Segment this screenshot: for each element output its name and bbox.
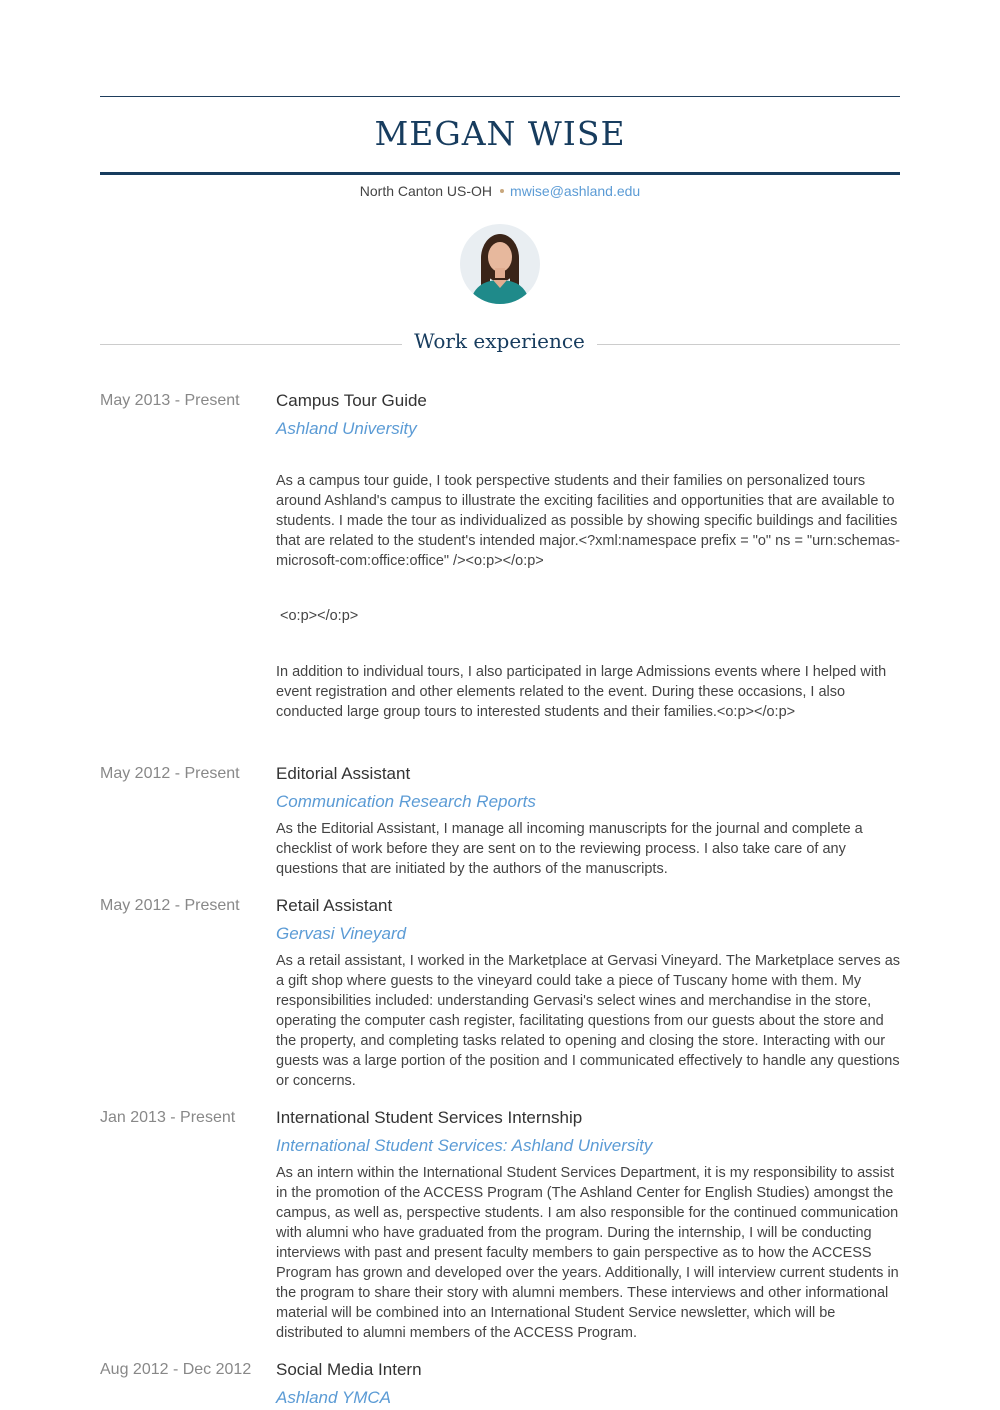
heading-divider-left [100,344,402,345]
entry-role: Social Media Intern [276,1360,422,1379]
entry-description: As a retail assistant, I worked in the Marketplace at Gervasi Vineyard. The Marketplace serves as a gift shop where guests to the vineyard could take a piece of Tuscany home with them. My responsibilities included: understanding Gervasi's select wines and merchandise in the store, operating the computer cash register, facilitating questions from our guests about the store and the property, and completing tasks related to opening and closing the store. Interacting with our guests was a large portion of the position and I communicated effectively to handle any questions or concerns. [276,953,901,1089]
entry-description: <o:p></o:p> [276,608,359,624]
entry-organization: Ashland YMCA [276,1388,391,1407]
work-experience-heading [100,326,900,356]
entry-organization: Ashland University [276,419,417,438]
entry-description: As the Editorial Assistant, I manage all incoming manuscripts for the journal and complete a checklist of work before they are sent on to the reviewing process. I also take care of any questions that are initiated by the authors of the manuscripts. [276,821,863,877]
entry-description: As an intern within the International Student Services Department, it is my responsibility to assist in the promotion of the ACCESS Program (The Ashland Center for English Studies) amongst the campus, as well as, perspective students. I am also responsible for the continued communication with alumni who have graduated from the program. During the internship, I will be conducting interviews with past and present faculty members to gain perspective as to how the ACCESS Program has grown and developed over the years. Additionally, I will interview current students in the program to share their story with alumni members. These interviews and other informational material will be combined into an International Student Service newsletter, which will be distributed to alumni members of the ACCESS Program. [276,1165,899,1341]
entry-date: Jan 2013 - Present [100,1109,236,1126]
entry-date: May 2013 - Present [100,392,240,409]
entry-organization: Communication Research Reports [276,792,536,811]
profile-photo-icon [460,224,540,304]
header-top-rule [100,96,900,97]
entry-role: International Student Services Internship [276,1108,583,1127]
separator-dot-icon [500,189,504,193]
location-text: North Canton US-OH [359,183,493,199]
entry-organization: Gervasi Vineyard [276,924,407,943]
entry-role: Retail Assistant [276,896,393,915]
candidate-name: MEGAN WISE [374,114,626,153]
entry-role: Campus Tour Guide [276,391,427,410]
entry-date: Aug 2012 - Dec 2012 [100,1361,252,1378]
email-link[interactable]: mwise@ashland.edu [510,183,641,199]
entry-organization: International Student Services: Ashland University [276,1136,653,1155]
entry-description: In addition to individual tours, I also participated in large Admissions events where I helped with event registration and other elements related to the event. During these occasions, I also conducted large group tours to interested students and their families.<o:p></o:p> [276,664,887,720]
entry-description: As a campus tour guide, I took perspective students and their families on personalized tours around Ashland's campus to illustrate the exciting facilities and opportunities that are available to students. I made the tour as individualized as possible by showing specific buildings and facilities that are related to the student's intended major.<?xml:namespace prefix = "o" ns = "urn:schemas-microsoft-com:office:office" /><o:p></o:p> [276,473,900,569]
entry-date: May 2012 - Present [100,897,240,914]
header-bottom-rule [100,172,900,175]
heading-divider-right [597,344,900,345]
avatar [460,224,540,304]
section-title: Work experience [414,329,585,353]
entry-role: Editorial Assistant [276,764,411,783]
contact-line [100,182,900,200]
entry-date: May 2012 - Present [100,765,240,782]
